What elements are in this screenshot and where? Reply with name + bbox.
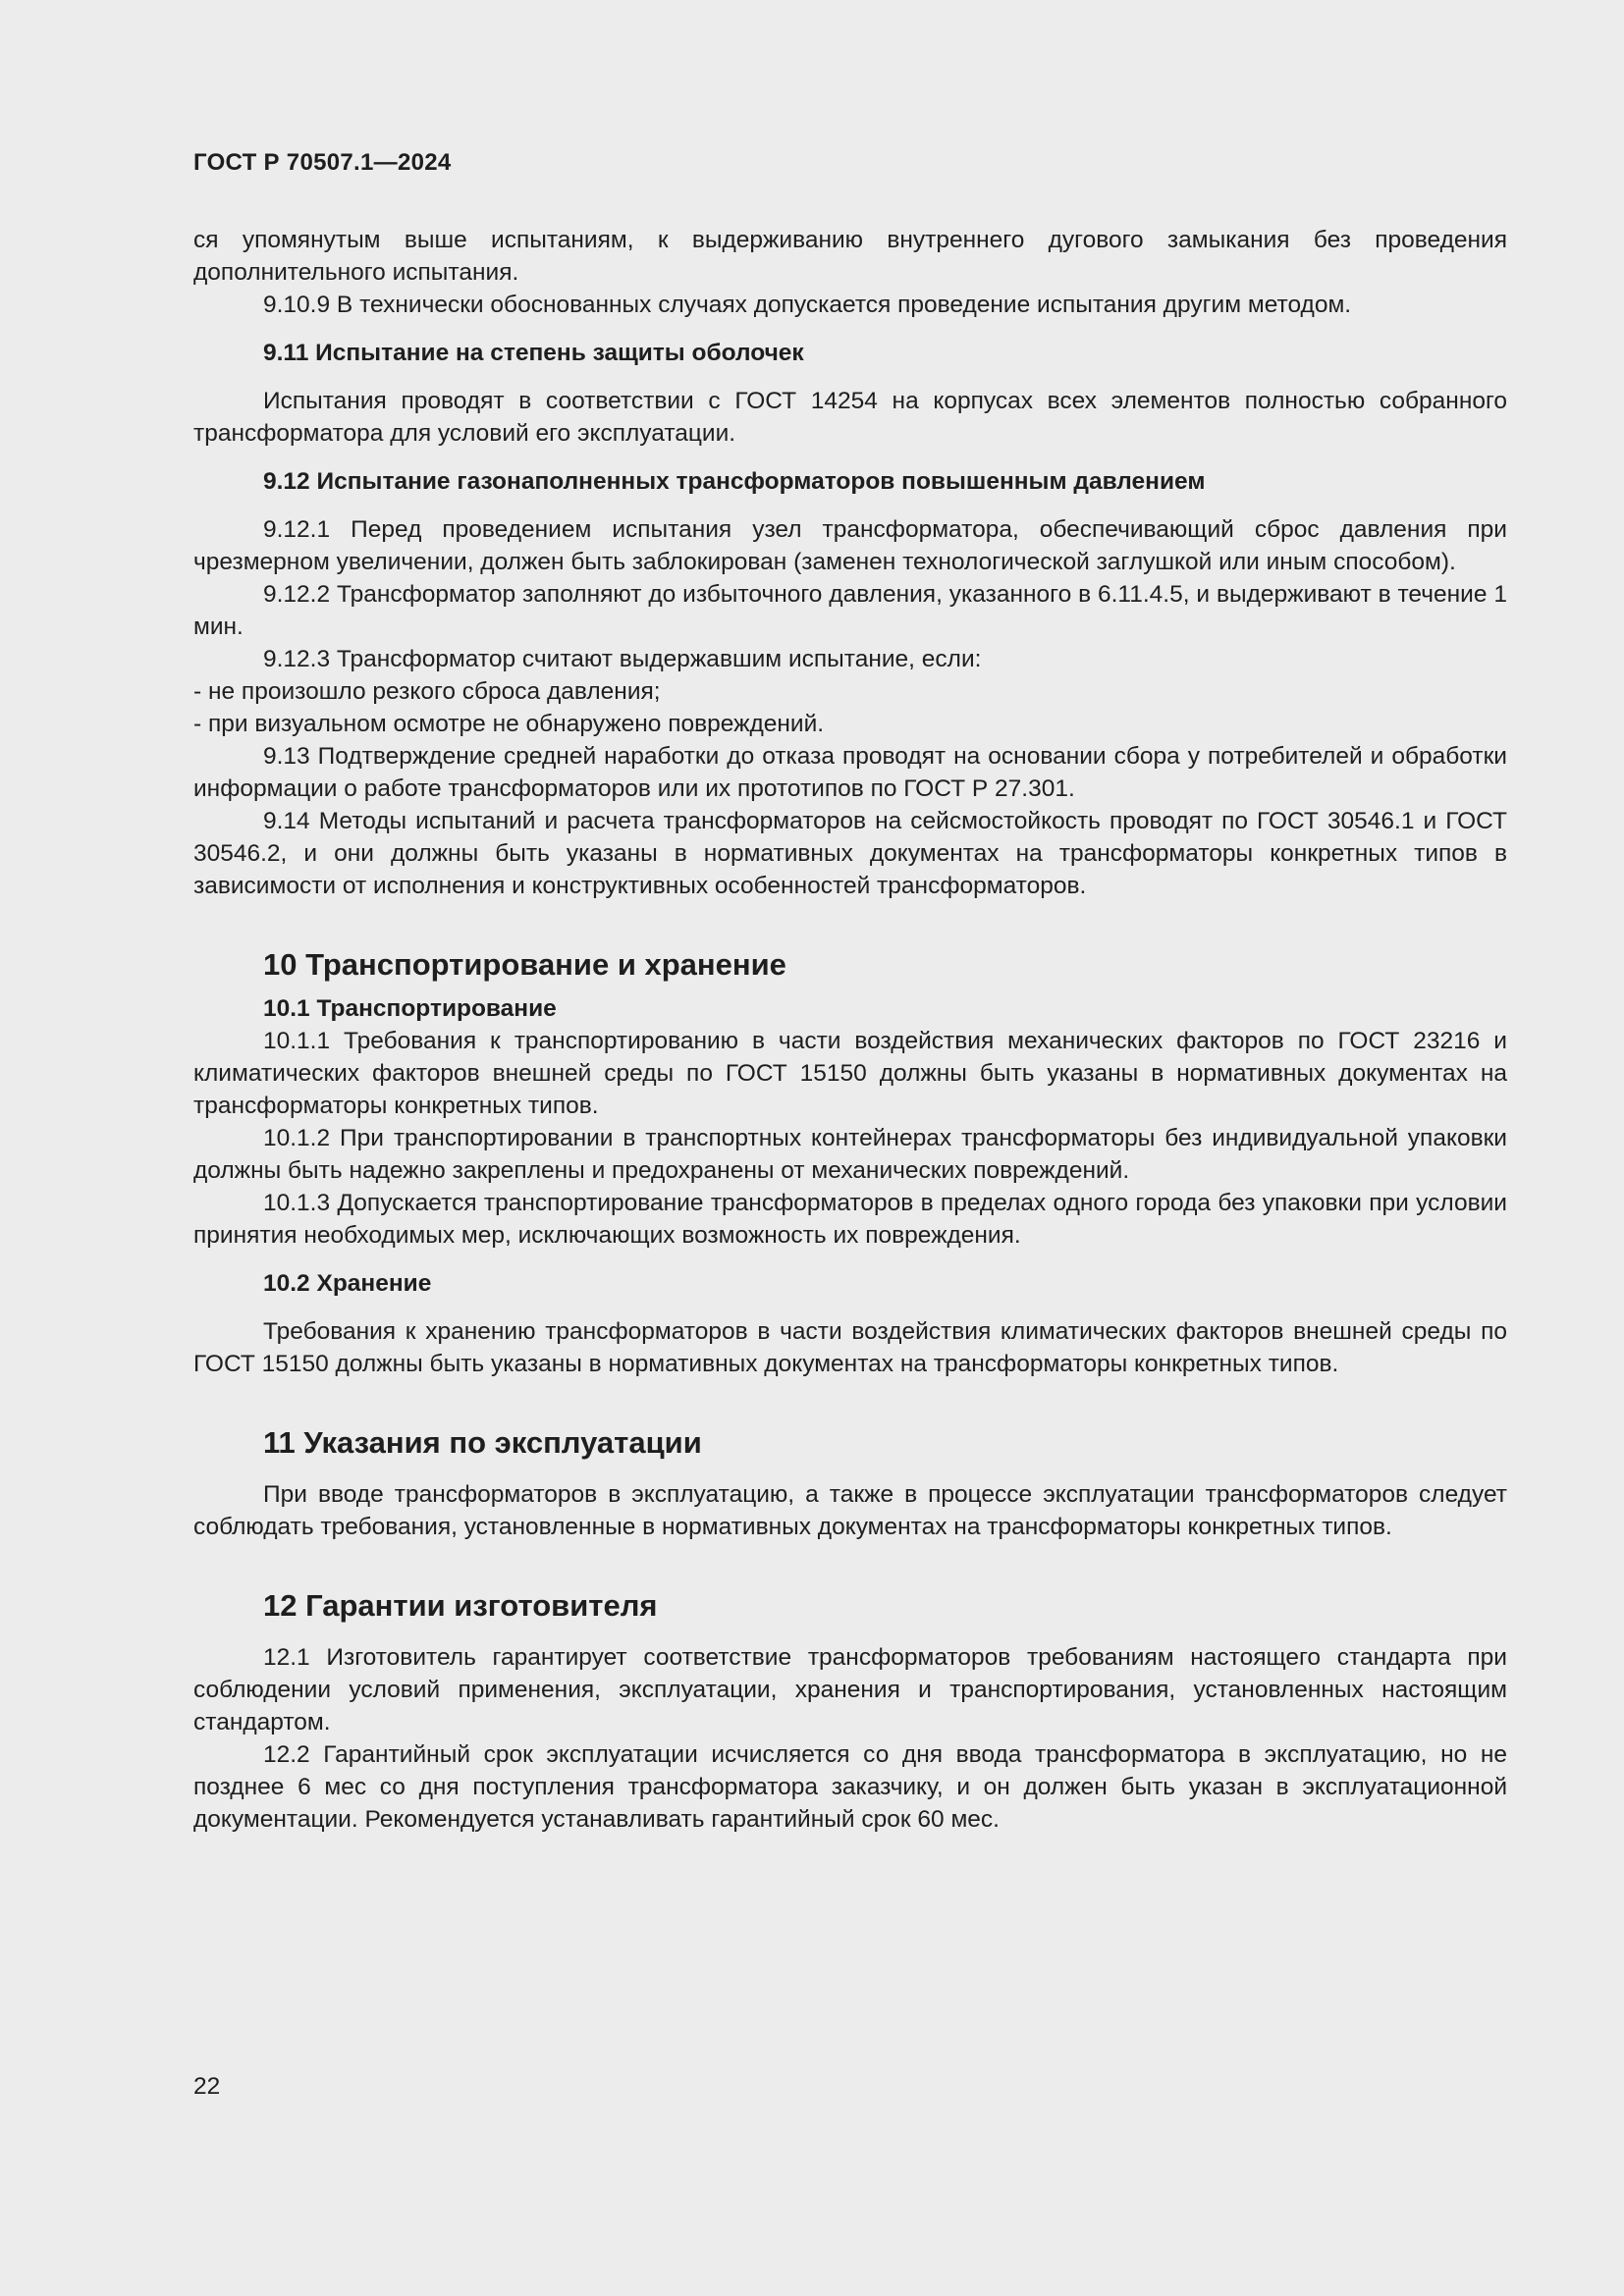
paragraph: 10.1.3 Допускается транспортирование трансформаторов в пределах одного города без упаковки при условии принятия необходимых мер, исключающих возможность их повреждения. xyxy=(193,1190,1507,1249)
paragraph: 12.2 Гарантийный срок эксплуатации исчисляется со дня ввода трансформатора в эксплуатацию, но не позднее 6 мес со дня поступления трансформатора заказчику, и он должен быть указан в эксплуатационной документации. Рекомендуется устанавливать гарантийный срок 60 мес. xyxy=(193,1741,1507,1833)
paragraph: 9.10.9 В технически обоснованных случаях допускается проведение испытания другим методом. xyxy=(263,292,1352,318)
paragraph: При вводе трансформаторов в эксплуатацию, а также в процессе эксплуатации трансформаторов следует соблюдать требования, установленные в нормативных документах на трансформаторы конкретных типов. xyxy=(193,1481,1507,1540)
section-heading-12: 12 Гарантии изготовителя xyxy=(263,1588,658,1623)
paragraph: 9.12.2 Трансформатор заполняют до избыточного давления, указанного в 6.11.4.5, и выдерживают в течение 1 мин. xyxy=(193,581,1507,640)
paragraph: 9.14 Методы испытаний и расчета трансформаторов на сейсмостойкость проводят по ГОСТ 30546.1 и ГОСТ 30546.2, и они должны быть указаны в нормативных документах на трансформаторы конкретных типов в зависимости от исполнения и конструктивных особенностей трансформаторов. xyxy=(193,808,1507,899)
subsection-heading-10-1: 10.1 Транспортирование xyxy=(263,995,557,1022)
paragraph: 12.1 Изготовитель гарантирует соответствие трансформаторов требованиям настоящего стандарта при соблюдении условий применения, эксплуатации, хранения и транспортирования, установленных настоящим стандартом. xyxy=(193,1644,1507,1735)
section-heading-10: 10 Транспортирование и хранение xyxy=(263,947,786,982)
subsection-heading-10-2: 10.2 Хранение xyxy=(263,1270,432,1297)
list-item: - при визуальном осмотре не обнаружено повреждений. xyxy=(193,711,825,737)
paragraph: 9.13 Подтверждение средней наработки до отказа проводят на основании сбора у потребителей и обработки информации о работе трансформаторов или их прототипов по ГОСТ Р 27.301. xyxy=(193,743,1507,802)
subsection-heading-9-12: 9.12 Испытание газонаполненных трансформаторов повышенным давлением xyxy=(263,468,1206,495)
paragraph: Требования к хранению трансформаторов в части воздействия климатических факторов внешней среды по ГОСТ 15150 должны быть указаны в нормативных документах на трансформаторы конкретных типов. xyxy=(193,1318,1507,1377)
section-heading-11: 11 Указания по эксплуатации xyxy=(263,1425,702,1460)
paragraph: Испытания проводят в соответствии с ГОСТ 14254 на корпусах всех элементов полностью собранного трансформатора для условий его эксплуатации. xyxy=(193,388,1507,447)
paragraph: 10.1.2 При транспортировании в транспортных контейнерах трансформаторы без индивидуальной упаковки должны быть надежно закреплены и предохранены от механических повреждений. xyxy=(193,1125,1507,1184)
subsection-heading-9-11: 9.11 Испытание на степень защиты оболочек xyxy=(263,340,804,366)
list-item: - не произошло резкого сброса давления; xyxy=(193,678,661,705)
page-number: 22 xyxy=(193,2073,221,2100)
document-header: ГОСТ Р 70507.1—2024 xyxy=(193,149,452,176)
paragraph: ся упомянутым выше испытаниям, к выдерживанию внутреннего дугового замыкания без проведения дополнительного испытания. xyxy=(193,227,1507,286)
paragraph: 10.1.1 Требования к транспортированию в части воздействия механических факторов по ГОСТ 23216 и климатических факторов внешней среды по ГОСТ 15150 должны быть указаны в нормативных документах на трансформаторы конкретных типов. xyxy=(193,1028,1507,1119)
paragraph: 9.12.1 Перед проведением испытания узел трансформатора, обеспечивающий сброс давления при чрезмерном увеличении, должен быть заблокирован (заменен технологической заглушкой или иным способом). xyxy=(193,516,1507,575)
document-body xyxy=(193,224,1507,1836)
paragraph: 9.12.3 Трансформатор считают выдержавшим испытание, если: xyxy=(263,646,982,672)
